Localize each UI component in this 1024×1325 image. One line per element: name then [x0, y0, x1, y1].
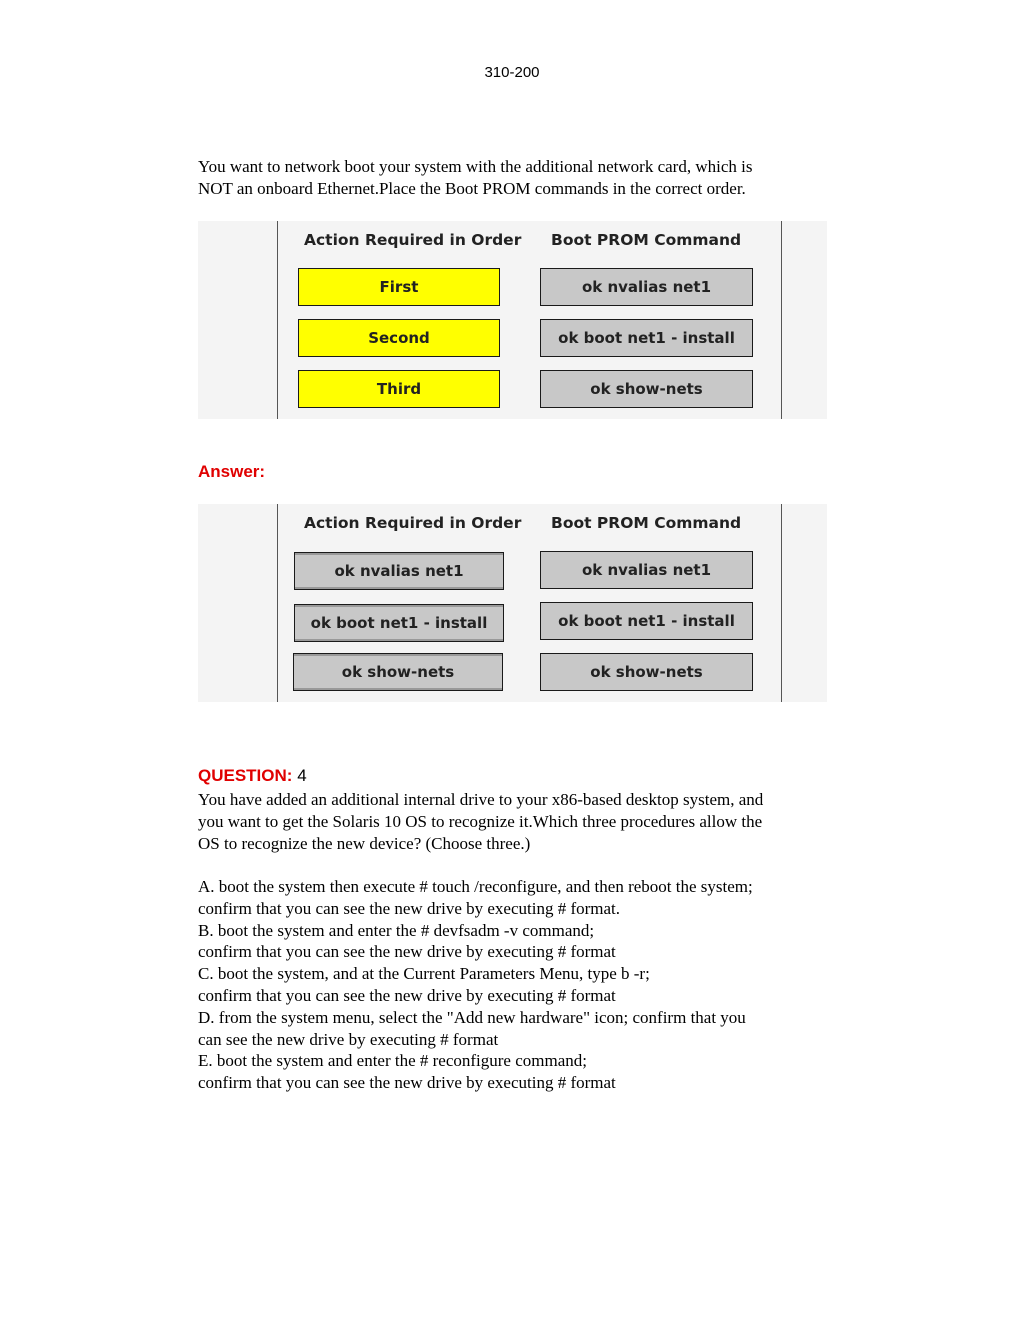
answer-options — [198, 876, 838, 1094]
answer-action-2[interactable]: ok boot net1 - install — [294, 604, 504, 642]
divider — [277, 221, 278, 419]
action-slot-second[interactable]: Second — [298, 319, 500, 357]
option-line: can see the new drive by executing # format — [198, 1029, 499, 1049]
command-option[interactable]: ok nvalias net1 — [540, 268, 753, 306]
option-line: B. boot the system and enter the # devfsadm -v command; — [198, 920, 595, 940]
page-header-code: 310-200 — [484, 64, 540, 81]
column-header-action: Action Required in Order — [304, 514, 522, 532]
action-slot-third[interactable]: Third — [298, 370, 500, 408]
body-line: you want to get the Solaris 10 OS to recognize it.Which three procedures allow the — [198, 811, 763, 831]
body-line: You have added an additional internal drive to your x86-based desktop system, and — [198, 790, 764, 809]
answer-action-3[interactable]: ok show-nets — [293, 653, 503, 691]
question-heading — [198, 766, 307, 786]
answer-command[interactable]: ok show-nets — [540, 653, 753, 691]
answer-command[interactable]: ok boot net1 - install — [540, 602, 753, 640]
question-body — [198, 789, 838, 854]
question-number: 4 — [297, 766, 307, 785]
option-line: confirm that you can see the new drive by executing # format — [198, 942, 616, 962]
question-prompt — [198, 156, 838, 200]
divider — [781, 221, 782, 419]
answer-label: Answer: — [198, 462, 266, 481]
command-option[interactable]: ok boot net1 - install — [540, 319, 753, 357]
answer-command[interactable]: ok nvalias net1 — [540, 551, 753, 589]
option-line: D. from the system menu, select the "Add new hardware" icon; confirm that you — [198, 1007, 746, 1027]
command-option[interactable]: ok show-nets — [540, 370, 753, 408]
action-slot-first[interactable]: First — [298, 268, 500, 306]
divider — [781, 504, 782, 702]
answer-action-1[interactable]: ok nvalias net1 — [294, 552, 504, 590]
divider — [277, 504, 278, 702]
prompt-line: You want to network boot your system with the additional network card, which is — [198, 157, 753, 176]
option-line: confirm that you can see the new drive by executing # format. — [198, 898, 621, 918]
question-label: QUESTION: — [198, 766, 293, 785]
body-line: OS to recognize the new device? (Choose three.) — [198, 833, 531, 853]
column-header-command: Boot PROM Command — [551, 514, 742, 532]
option-line: E. boot the system and enter the # reconfigure command; — [198, 1051, 587, 1071]
option-line: confirm that you can see the new drive by executing # format — [198, 1073, 616, 1093]
option-line: confirm that you can see the new drive by executing # format — [198, 985, 616, 1005]
answer-panel — [198, 504, 827, 702]
column-header-action: Action Required in Order — [304, 231, 522, 249]
ordering-panel — [198, 221, 827, 419]
option-line: A. boot the system then execute # touch /reconfigure, and then reboot the system; — [198, 877, 753, 896]
prompt-line: NOT an onboard Ethernet.Place the Boot PROM commands in the correct order. — [198, 178, 746, 198]
option-line: C. boot the system, and at the Current Parameters Menu, type b -r; — [198, 964, 650, 984]
column-header-command: Boot PROM Command — [551, 231, 742, 249]
